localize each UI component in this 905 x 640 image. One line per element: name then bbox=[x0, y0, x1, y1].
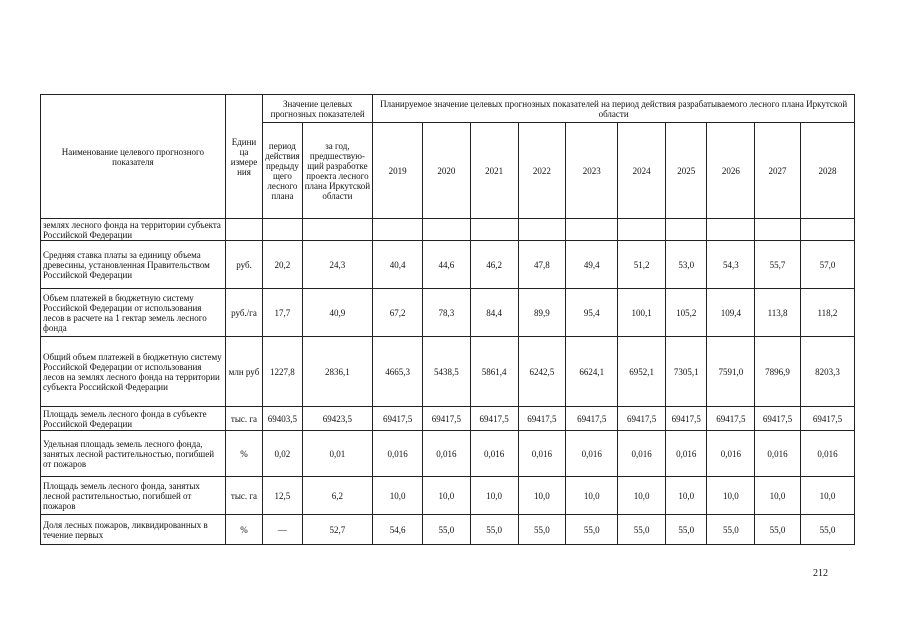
header-year: 2025 bbox=[665, 123, 707, 219]
header-period-prev: период действия предыду щего лесного плана bbox=[263, 123, 302, 219]
year-value: 69417,5 bbox=[566, 407, 618, 431]
year-value: 69417,5 bbox=[423, 407, 471, 431]
year-value: 8203,3 bbox=[800, 337, 854, 407]
year-value: 0,016 bbox=[800, 431, 854, 477]
table-body bbox=[41, 219, 855, 545]
prev-period-value bbox=[263, 219, 302, 241]
year-value: 6624,1 bbox=[566, 337, 618, 407]
year-value: 53,0 bbox=[665, 241, 707, 289]
year-value: 0,016 bbox=[423, 431, 471, 477]
unit-cell: млн руб bbox=[225, 337, 262, 407]
header-year: 2027 bbox=[755, 123, 801, 219]
year-value: 0,016 bbox=[618, 431, 666, 477]
year-value: 0,016 bbox=[518, 431, 566, 477]
header-name: Наименование целевого прогнозного показателя bbox=[41, 95, 226, 219]
prev-year-value: 40,9 bbox=[302, 289, 373, 337]
year-value: 84,4 bbox=[470, 289, 518, 337]
header-group-values: Значение целевых прогнозных показателей bbox=[263, 95, 373, 123]
year-value: 69417,5 bbox=[755, 407, 801, 431]
year-value: 47,8 bbox=[518, 241, 566, 289]
table-row bbox=[41, 407, 855, 431]
indicator-name: Доля лесных пожаров, ликвидированных в течение первых bbox=[41, 515, 226, 545]
year-value: 10,0 bbox=[618, 477, 666, 515]
year-value: 0,016 bbox=[566, 431, 618, 477]
year-value: 0,016 bbox=[755, 431, 801, 477]
year-value: 44,6 bbox=[423, 241, 471, 289]
year-value: 113,8 bbox=[755, 289, 801, 337]
year-value: 49,4 bbox=[566, 241, 618, 289]
header-unit: Едини ца измере ния bbox=[225, 95, 262, 219]
year-value: 69417,5 bbox=[518, 407, 566, 431]
indicator-name: Общий объем платежей в бюджетную систему Российской Федерации от использования лесов на землях лесного фонда на территории субъекта Российской Федерации bbox=[41, 337, 226, 407]
year-value bbox=[618, 219, 666, 241]
table-row bbox=[41, 337, 855, 407]
year-value: 54,3 bbox=[707, 241, 755, 289]
year-value: 55,0 bbox=[470, 515, 518, 545]
header-year: 2026 bbox=[707, 123, 755, 219]
year-value: 10,0 bbox=[755, 477, 801, 515]
unit-cell: руб. bbox=[225, 241, 262, 289]
year-value: 55,7 bbox=[755, 241, 801, 289]
prev-year-value: 0,01 bbox=[302, 431, 373, 477]
prev-period-value: 12,5 bbox=[263, 477, 302, 515]
unit-cell: % bbox=[225, 431, 262, 477]
year-value bbox=[707, 219, 755, 241]
prev-year-value: 52,7 bbox=[302, 515, 373, 545]
page-number: 212 bbox=[813, 568, 828, 579]
year-value: 109,4 bbox=[707, 289, 755, 337]
table-row bbox=[41, 431, 855, 477]
year-value: 55,0 bbox=[707, 515, 755, 545]
year-value: 55,0 bbox=[423, 515, 471, 545]
unit-cell: руб./га bbox=[225, 289, 262, 337]
year-value bbox=[566, 219, 618, 241]
prev-period-value: 20,2 bbox=[263, 241, 302, 289]
header-year: 2023 bbox=[566, 123, 618, 219]
year-value: 105,2 bbox=[665, 289, 707, 337]
table-row bbox=[41, 241, 855, 289]
year-value: 5438,5 bbox=[423, 337, 471, 407]
year-value: 51,2 bbox=[618, 241, 666, 289]
year-value bbox=[800, 219, 854, 241]
year-value: 10,0 bbox=[800, 477, 854, 515]
year-value bbox=[665, 219, 707, 241]
prev-year-value: 6,2 bbox=[302, 477, 373, 515]
indicator-name: Площадь земель лесного фонда, занятых лесной растительностью, погибшей от пожаров bbox=[41, 477, 226, 515]
indicators-table bbox=[40, 94, 855, 545]
year-value: 69417,5 bbox=[665, 407, 707, 431]
indicator-name: Средняя ставка платы за единицу объема древесины, установленная Правительством Российской Федерации bbox=[41, 241, 226, 289]
year-value bbox=[423, 219, 471, 241]
year-value: 69417,5 bbox=[800, 407, 854, 431]
year-value: 10,0 bbox=[423, 477, 471, 515]
header-year: 2020 bbox=[423, 123, 471, 219]
prev-period-value: 17,7 bbox=[263, 289, 302, 337]
year-value: 95,4 bbox=[566, 289, 618, 337]
unit-cell: % bbox=[225, 515, 262, 545]
year-value: 7305,1 bbox=[665, 337, 707, 407]
year-value: 54,6 bbox=[373, 515, 423, 545]
unit-cell: тыс. га bbox=[225, 477, 262, 515]
prev-period-value: 1227,8 bbox=[263, 337, 302, 407]
year-value: 69417,5 bbox=[618, 407, 666, 431]
year-value: 55,0 bbox=[618, 515, 666, 545]
table-row bbox=[41, 289, 855, 337]
year-value: 10,0 bbox=[566, 477, 618, 515]
year-value: 7591,0 bbox=[707, 337, 755, 407]
header-year: 2024 bbox=[618, 123, 666, 219]
year-value: 78,3 bbox=[423, 289, 471, 337]
header-year: 2022 bbox=[518, 123, 566, 219]
year-value: 0,016 bbox=[665, 431, 707, 477]
header-year-prev: за год, предшествую-щий разработке проекта лесного плана Иркутской области bbox=[302, 123, 373, 219]
unit-cell: тыс. га bbox=[225, 407, 262, 431]
header-year: 2028 bbox=[800, 123, 854, 219]
year-value: 100,1 bbox=[618, 289, 666, 337]
year-value bbox=[755, 219, 801, 241]
table-row bbox=[41, 477, 855, 515]
year-value: 55,0 bbox=[665, 515, 707, 545]
prev-period-value: 69403,5 bbox=[263, 407, 302, 431]
header-year: 2019 bbox=[373, 123, 423, 219]
table-row bbox=[41, 219, 855, 241]
unit-cell bbox=[225, 219, 262, 241]
year-value: 5861,4 bbox=[470, 337, 518, 407]
year-value: 40,4 bbox=[373, 241, 423, 289]
year-value: 10,0 bbox=[373, 477, 423, 515]
year-value: 6242,5 bbox=[518, 337, 566, 407]
indicator-name: Площадь земель лесного фонда в субъекте Российской Федерации bbox=[41, 407, 226, 431]
year-value: 67,2 bbox=[373, 289, 423, 337]
year-value bbox=[373, 219, 423, 241]
prev-year-value: 24,3 bbox=[302, 241, 373, 289]
indicator-name: землях лесного фонда на территории субъекта Российской Федерации bbox=[41, 219, 226, 241]
year-value: 69417,5 bbox=[707, 407, 755, 431]
header-group-planned: Планируемое значение целевых прогнозных показателей на период действия разрабатываемого лесного плана Иркутской области bbox=[373, 95, 855, 123]
table-row bbox=[41, 515, 855, 545]
year-value: 7896,9 bbox=[755, 337, 801, 407]
indicator-name: Удельная площадь земель лесного фонда, занятых лесной растительностью, погибшей от пожаров bbox=[41, 431, 226, 477]
year-value: 10,0 bbox=[470, 477, 518, 515]
indicator-name: Объем платежей в бюджетную систему Российской Федерации от использования лесов в расчете на 1 гектар земель лесного фонда bbox=[41, 289, 226, 337]
year-value: 55,0 bbox=[755, 515, 801, 545]
year-value: 69417,5 bbox=[470, 407, 518, 431]
prev-year-value: 69423,5 bbox=[302, 407, 373, 431]
year-value: 55,0 bbox=[518, 515, 566, 545]
header-year: 2021 bbox=[470, 123, 518, 219]
year-value: 10,0 bbox=[665, 477, 707, 515]
year-value: 0,016 bbox=[470, 431, 518, 477]
year-value: 55,0 bbox=[800, 515, 854, 545]
year-value: 118,2 bbox=[800, 289, 854, 337]
year-value: 6952,1 bbox=[618, 337, 666, 407]
year-value: 0,016 bbox=[373, 431, 423, 477]
year-value: 69417,5 bbox=[373, 407, 423, 431]
year-value: 4665,3 bbox=[373, 337, 423, 407]
year-value bbox=[518, 219, 566, 241]
prev-period-value: — bbox=[263, 515, 302, 545]
year-value: 0,016 bbox=[707, 431, 755, 477]
prev-period-value: 0,02 bbox=[263, 431, 302, 477]
year-value: 10,0 bbox=[707, 477, 755, 515]
prev-year-value: 2836,1 bbox=[302, 337, 373, 407]
year-value: 10,0 bbox=[518, 477, 566, 515]
year-value bbox=[470, 219, 518, 241]
year-value: 46,2 bbox=[470, 241, 518, 289]
prev-year-value bbox=[302, 219, 373, 241]
year-value: 55,0 bbox=[566, 515, 618, 545]
year-value: 89,9 bbox=[518, 289, 566, 337]
year-value: 57,0 bbox=[800, 241, 854, 289]
